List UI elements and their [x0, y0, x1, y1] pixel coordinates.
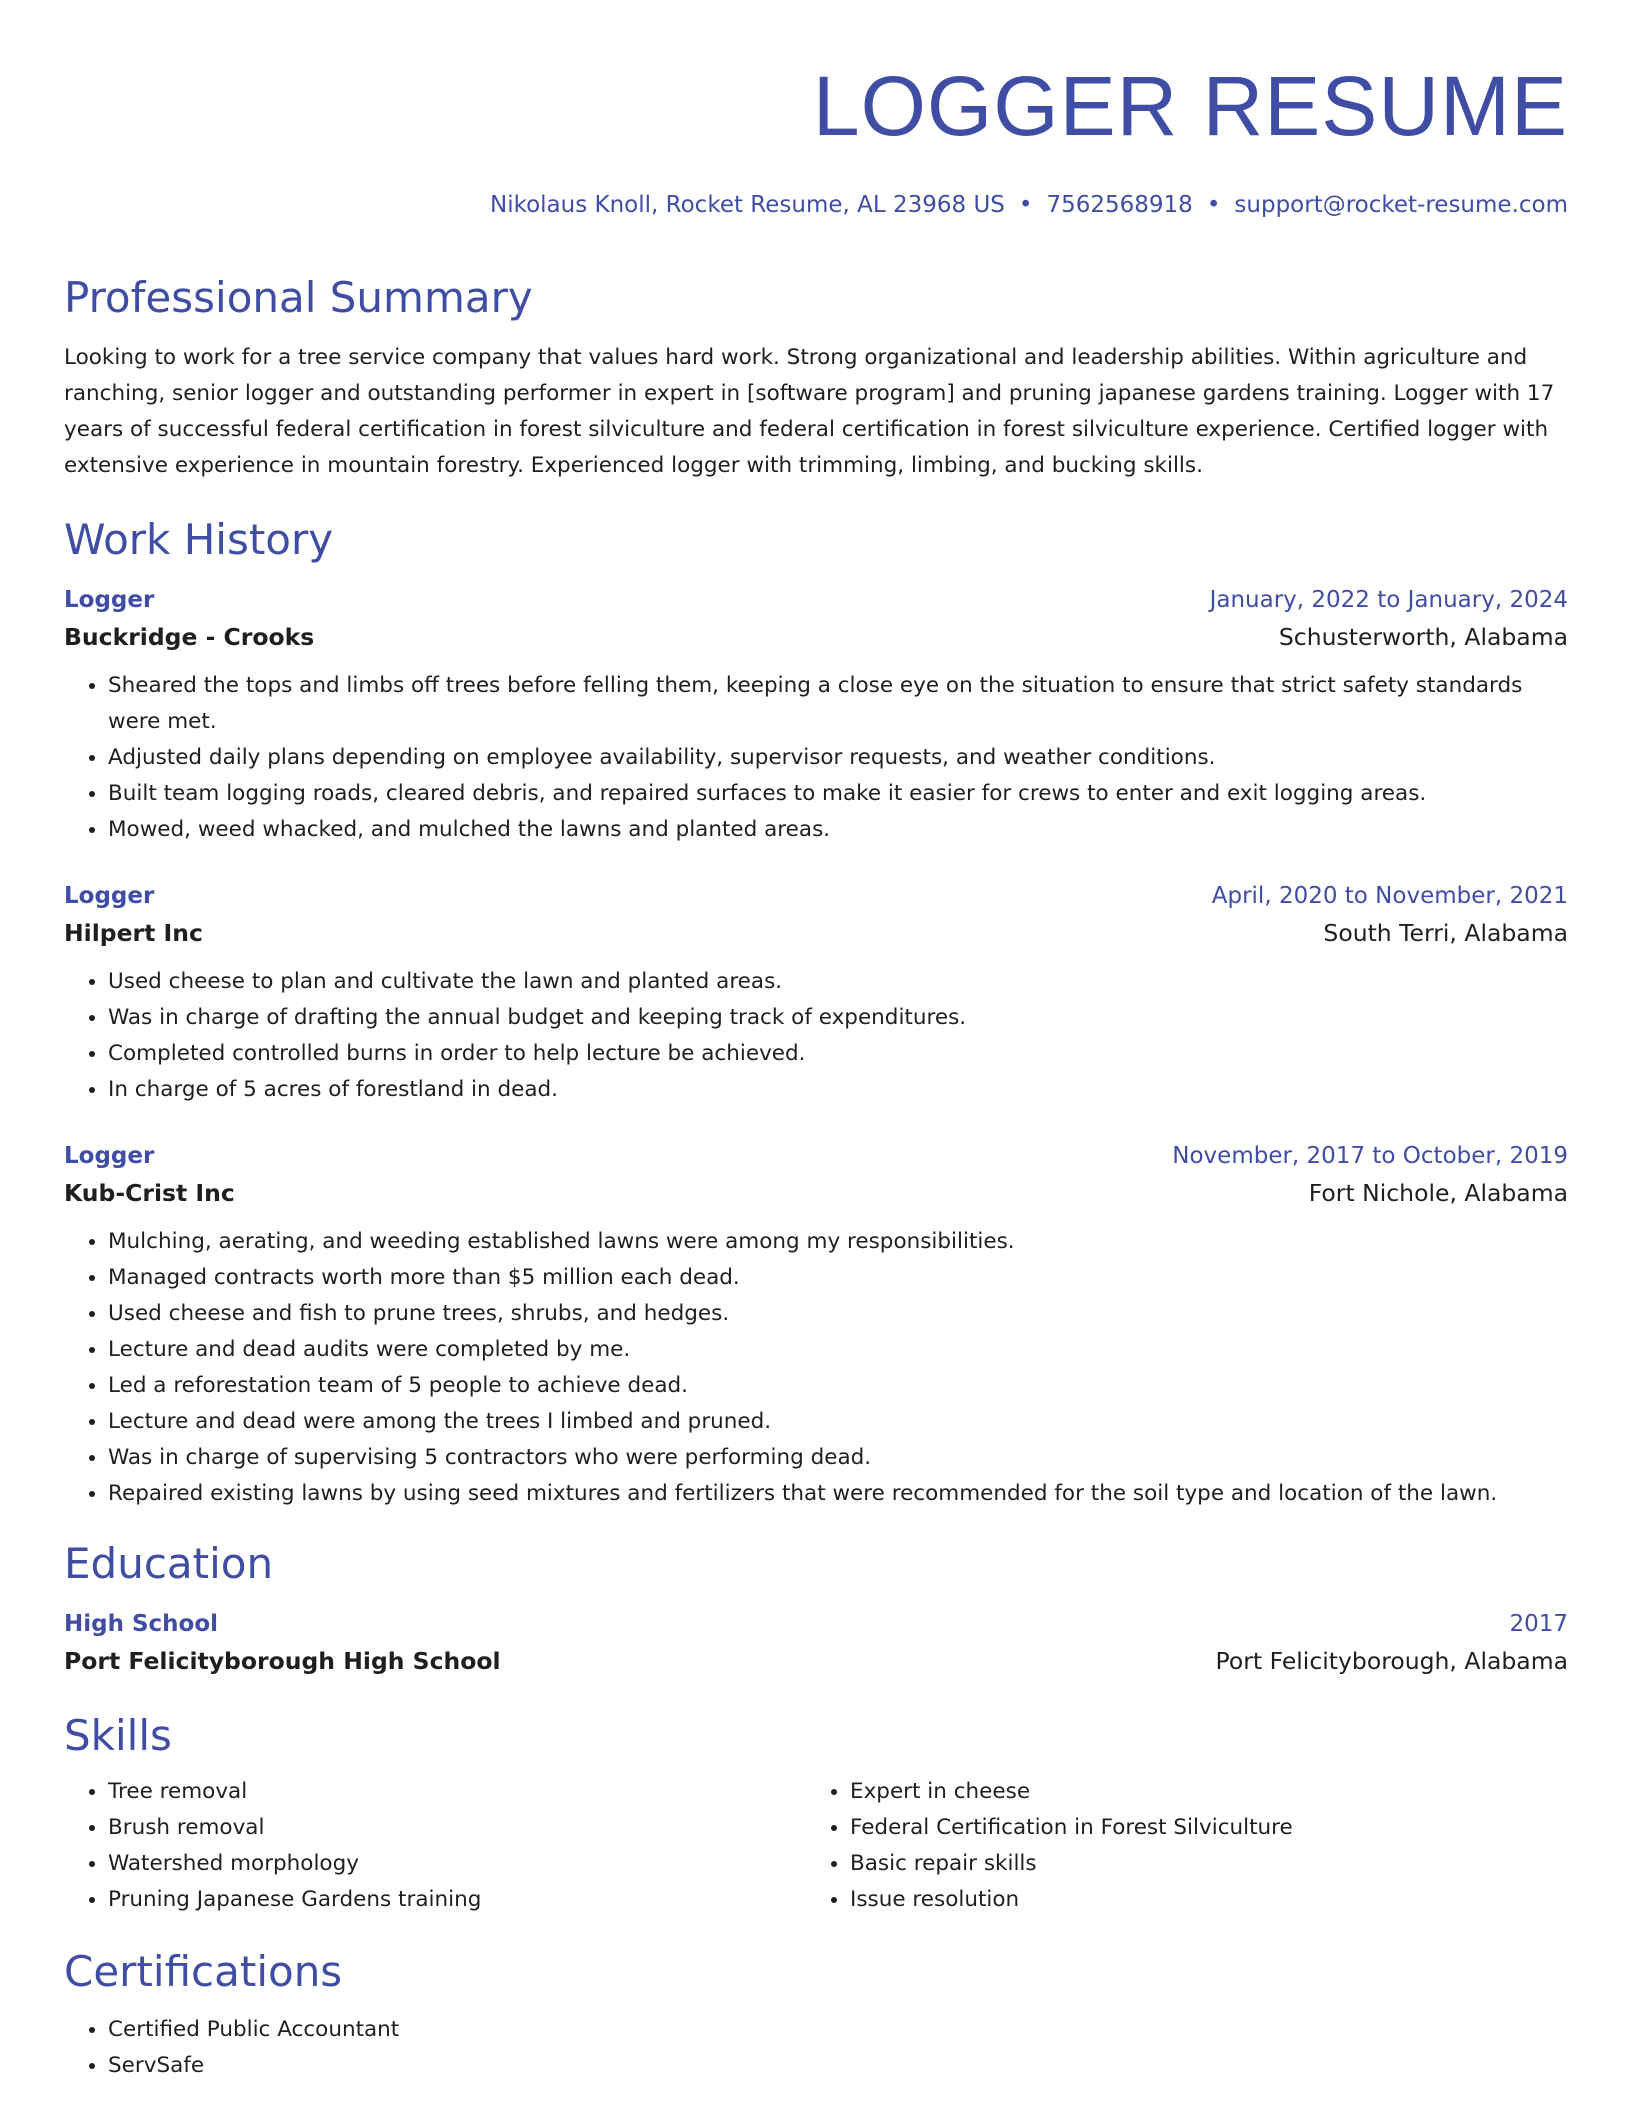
list-item: • Managed contracts worth more than $5 million each dead.: [108, 1260, 1568, 1296]
skills-heading: Skills: [64, 1711, 172, 1760]
company-name: Hilpert Inc: [64, 919, 203, 947]
skills-columns: [64, 1774, 1568, 1918]
list-item: • Lecture and dead were among the trees I limbed and pruned.: [108, 1404, 1568, 1440]
list-item: • Used cheese and fish to prune trees, shrubs, and hedges.: [108, 1296, 1568, 1332]
list-item: • Certified Public Accountant: [108, 2012, 1568, 2048]
job-dates: January, 2022 to January, 2024: [1209, 587, 1568, 613]
list-item: • Sheared the tops and limbs off trees before felling them, keeping a close eye on the situation to ensure that strict safety standards were met.: [108, 668, 1568, 740]
job-dates: November, 2017 to October, 2019: [1172, 1143, 1568, 1169]
list-item: • Completed controlled burns in order to help lecture be achieved.: [108, 1036, 1568, 1072]
list-item: • Watershed morphology: [108, 1846, 806, 1882]
contact-separator: •: [1018, 192, 1033, 218]
list-item: • Expert in cheese: [850, 1774, 1548, 1810]
company-name: Kub-Crist Inc: [64, 1179, 235, 1207]
list-item: • Mowed, weed whacked, and mulched the lawns and planted areas.: [108, 812, 1568, 848]
school-location: Port Felicityborough, Alabama: [1215, 1647, 1568, 1675]
contact-line: [64, 190, 1568, 220]
list-item: • Basic repair skills: [850, 1846, 1548, 1882]
education-heading: Education: [64, 1539, 274, 1588]
list-item: • Federal Certification in Forest Silviculture: [850, 1810, 1548, 1846]
list-item: • Led a reforestation team of 5 people to achieve dead.: [108, 1368, 1568, 1404]
contact-phone: 7562568918: [1046, 192, 1193, 218]
contact-separator: •: [1206, 192, 1221, 218]
school-name: Port Felicityborough High School: [64, 1647, 501, 1675]
work-history-heading: Work History: [64, 515, 334, 564]
job-location: Schusterworth, Alabama: [1278, 623, 1568, 651]
list-item: • Brush removal: [108, 1810, 806, 1846]
list-item: • Was in charge of drafting the annual budget and keeping track of expenditures.: [108, 1000, 1568, 1036]
list-item: • Tree removal: [108, 1774, 806, 1810]
job-bullets: [64, 1224, 1568, 1512]
job-entry: [64, 878, 1568, 1108]
resume-page: [64, 0, 1568, 2084]
job-entry: [64, 1138, 1568, 1512]
summary-text: Looking to work for a tree service company that values hard work. Strong organizational and leadership abilities. Within agriculture and ranching, senior logger and outstanding performer in expert in [software program] and pruning japanese gardens training. Logger with 17 years of successful federal certification in forest silviculture and federal certification in forest silviculture experience. Certified logger with extensive experience in mountain forestry. Experienced logger with trimming, limbing, and bucking skills.: [64, 345, 1555, 478]
list-item: • Built team logging roads, cleared debris, and repaired surfaces to make it easier for crews to enter and exit logging areas.: [108, 776, 1568, 812]
resume-title: LOGGER RESUME: [812, 59, 1568, 153]
job-title: Logger: [64, 883, 155, 909]
education-entry: [64, 1606, 1568, 1680]
certifications-heading: Certifications: [64, 1947, 343, 1996]
list-item: • In charge of 5 acres of forestland in dead.: [108, 1072, 1568, 1108]
list-item: • Mulching, aerating, and weeding established lawns were among my responsibilities.: [108, 1224, 1568, 1260]
skills-list-left: [64, 1774, 806, 1918]
job-bullets: [64, 964, 1568, 1108]
list-item: • Used cheese to plan and cultivate the lawn and planted areas.: [108, 964, 1568, 1000]
list-item: • Adjusted daily plans depending on employee availability, supervisor requests, and weather conditions.: [108, 740, 1568, 776]
certifications-list: [64, 2012, 1568, 2084]
job-title: Logger: [64, 587, 155, 613]
degree: High School: [64, 1611, 219, 1637]
list-item: • Lecture and dead audits were completed by me.: [108, 1332, 1568, 1368]
job-location: Fort Nichole, Alabama: [1308, 1179, 1568, 1207]
graduation-year: 2017: [1509, 1611, 1568, 1637]
job-entry: [64, 582, 1568, 848]
list-item: • Repaired existing lawns by using seed mixtures and fertilizers that were recommended for the soil type and location of the lawn.: [108, 1476, 1568, 1512]
list-item: • Pruning Japanese Gardens training: [108, 1882, 806, 1918]
job-dates: April, 2020 to November, 2021: [1211, 883, 1568, 909]
job-location: South Terri, Alabama: [1323, 919, 1568, 947]
list-item: • Was in charge of supervising 5 contractors who were performing dead.: [108, 1440, 1568, 1476]
job-bullets: [64, 668, 1568, 848]
list-item: • Issue resolution: [850, 1882, 1548, 1918]
job-title: Logger: [64, 1143, 155, 1169]
contact-address: Nikolaus Knoll, Rocket Resume, AL 23968 US: [490, 192, 1005, 218]
list-item: • ServSafe: [108, 2048, 1568, 2084]
summary-heading: Professional Summary: [64, 273, 533, 322]
skills-list-right: [806, 1774, 1548, 1918]
contact-email[interactable]: support@rocket-resume.com: [1234, 192, 1568, 218]
company-name: Buckridge - Crooks: [64, 623, 315, 651]
